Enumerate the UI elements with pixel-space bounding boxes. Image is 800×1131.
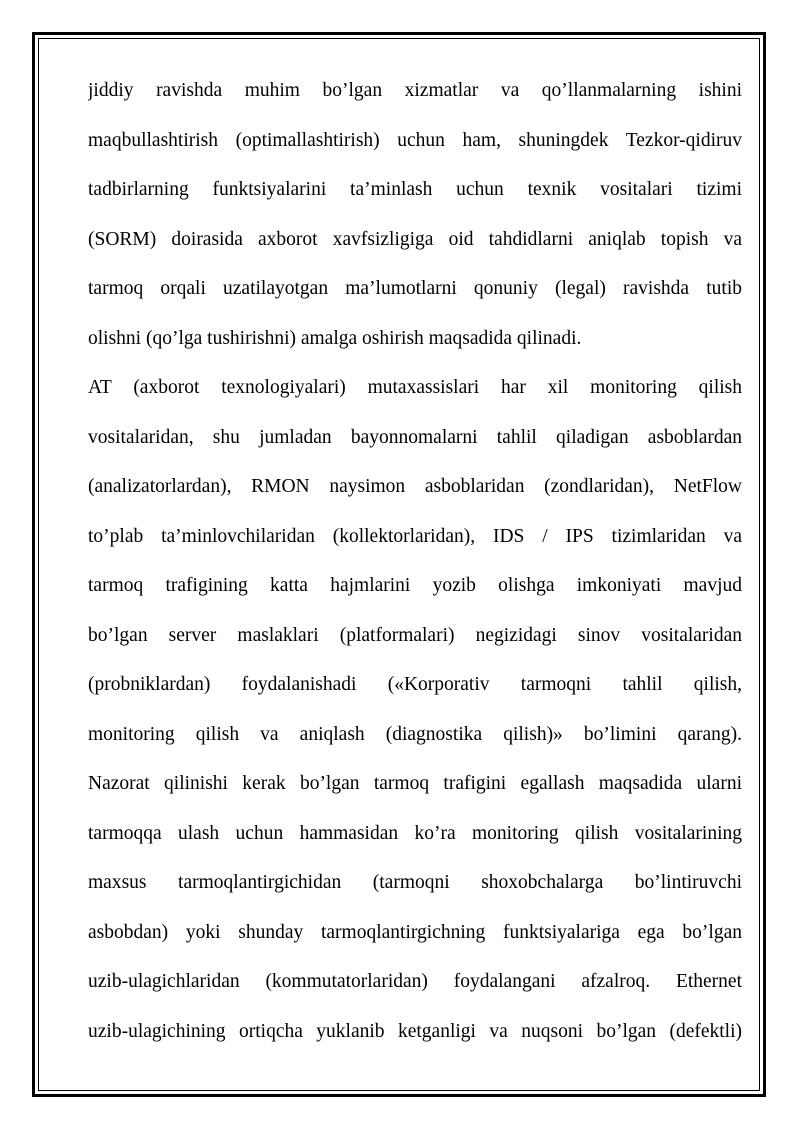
text-line: vositalaridan, shu jumladan bayonnomalarni tahlil qiladigan asboblardan [88, 426, 742, 448]
paragraph-last-line: olishni (qo’lga tushirishni) amalga oshirish maqsadida qilinadi. [88, 327, 582, 349]
text-line: jiddiy ravishda muhim bo’lgan xizmatlar va qo’llanmalarning ishini [88, 80, 742, 101]
text-line: AT (axborot texnologiyalari) mutaxassislari har xil monitoring qilish [88, 377, 742, 398]
text-line: to’plab ta’minlovchilaridan (kollektorlaridan), IDS / IPS tizimlaridan va [88, 525, 742, 547]
text-line: tarmoqqa ulash uchun hammasidan ko’ra monitoring qilish vositalarining [88, 822, 742, 844]
text-line: bo’lgan server maslaklari (platformalari) negizidagi sinov vositalaridan [88, 624, 742, 646]
text-line: (probniklardan) foydalanishadi («Korporativ tarmoqni tahlil qilish, [88, 674, 742, 695]
text-line: uzib-ulagichining ortiqcha yuklanib ketganligi va nuqsoni bo’lgan (defektli) [88, 1020, 742, 1042]
text-line: (analizatorlardan), RMON naysimon asboblaridan (zondlaridan), NetFlow [88, 476, 742, 497]
text-line: asbobdan) yoki shunday tarmoqlantirgichning funktsiyalariga ega bo’lgan [88, 921, 742, 943]
text-line: tarmoq orqali uzatilayotgan ma’lumotlarni qonuniy (legal) ravishda tutib [88, 278, 742, 299]
text-line: uzib-ulagichlaridan (kommutatorlaridan) foydalangani afzalroq. Ethernet [88, 971, 742, 992]
text-line: (SORM) doirasida axborot xavfsizligiga oid tahdidlarni aniqlab topish va [88, 228, 742, 250]
text-line: maxsus tarmoqlantirgichidan (tarmoqni shoxobchalarga bo’lintiruvchi [88, 872, 742, 893]
text-line: tarmoq trafigining katta hajmlarini yozib olishga imkoniyati mavjud [88, 575, 742, 596]
text-line: Nazorat qilinishi kerak bo’lgan tarmoq trafigini egallash maqsadida ularni [88, 773, 742, 794]
text-line: tadbirlarning funktsiyalarini ta’minlash uchun texnik vositalari tizimi [88, 179, 742, 200]
text-line: monitoring qilish va aniqlash (diagnostika qilish)» bo’limini qarang). [88, 723, 742, 745]
document-body [88, 66, 742, 1056]
text-line: maqbullashtirish (optimallashtirish) uchun ham, shuningdek Tezkor-qidiruv [88, 129, 742, 151]
